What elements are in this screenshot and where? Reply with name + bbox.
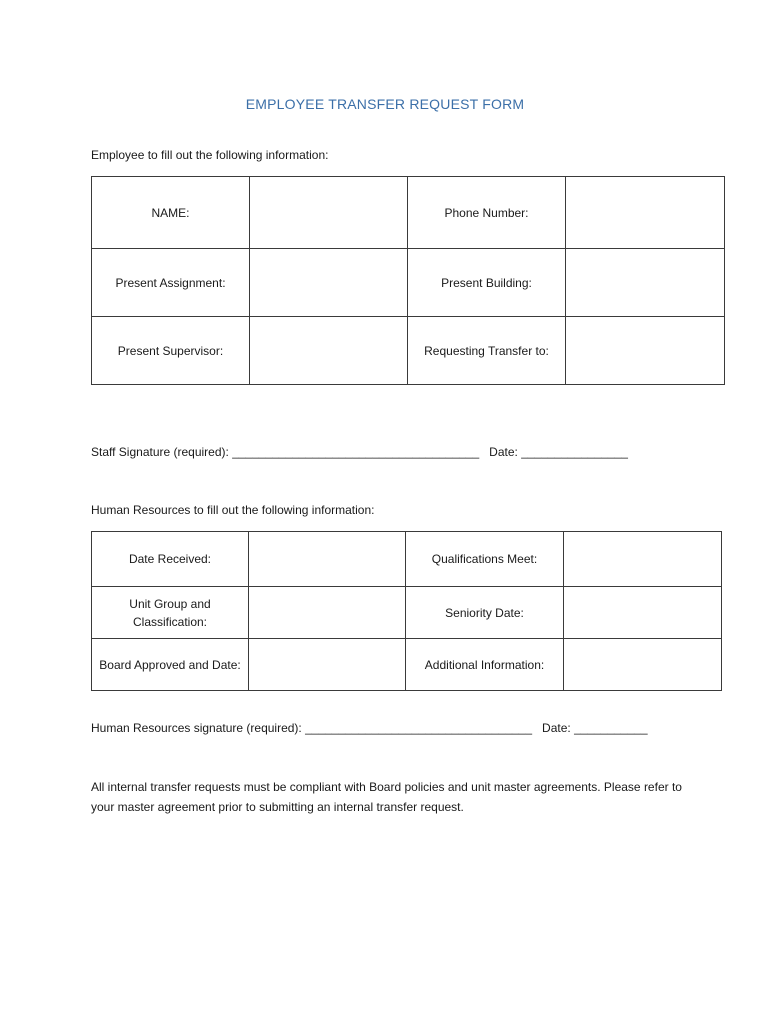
employee-section-intro: Employee to fill out the following information: [91, 148, 329, 162]
hr-signature-line [91, 721, 648, 735]
additional-information-label: Additional Information: [406, 639, 564, 691]
staff-signature-label: Staff Signature (required): [91, 445, 229, 459]
present-assignment-label: Present Assignment: [92, 249, 250, 317]
present-supervisor-label: Present Supervisor: [92, 317, 250, 385]
form-title: EMPLOYEE TRANSFER REQUEST FORM [245, 96, 525, 112]
phone-number-label: Phone Number: [408, 177, 566, 249]
additional-information-field[interactable] [564, 639, 722, 691]
requesting-transfer-label: Requesting Transfer to: [408, 317, 566, 385]
present-assignment-field[interactable] [250, 249, 408, 317]
unit-group-label: Unit Group and Classification: [92, 587, 249, 639]
date-received-label: Date Received: [92, 532, 249, 587]
table-row [92, 587, 722, 639]
present-building-field[interactable] [566, 249, 725, 317]
board-approved-field[interactable] [249, 639, 406, 691]
footer-note: All internal transfer requests must be compliant with Board policies and unit master agreements. Please refer to your master agreement prior to submitting an internal transfer request. [91, 780, 682, 814]
hr-signature-label: Human Resources signature (required): [91, 721, 302, 735]
name-label: NAME: [92, 177, 250, 249]
qualifications-meet-field[interactable] [564, 532, 722, 587]
qualifications-meet-label: Qualifications Meet: [406, 532, 564, 587]
date-received-field[interactable] [249, 532, 406, 587]
staff-date-label: Date: [489, 445, 518, 459]
hr-date-field[interactable]: ___________ [574, 721, 648, 735]
hr-signature-field[interactable]: __________________________________ [305, 721, 533, 735]
employee-info-table [91, 176, 725, 385]
table-row [92, 532, 722, 587]
staff-date-field[interactable]: ________________ [521, 445, 628, 459]
table-row [92, 639, 722, 691]
hr-section-intro: Human Resources to fill out the following information: [91, 503, 375, 517]
hr-info-table [91, 531, 722, 691]
seniority-date-label: Seniority Date: [406, 587, 564, 639]
hr-date-label: Date: [542, 721, 571, 735]
board-approved-label: Board Approved and Date: [92, 639, 249, 691]
staff-signature-line [91, 445, 628, 459]
present-supervisor-field[interactable] [250, 317, 408, 385]
table-row [92, 249, 725, 317]
table-row [92, 177, 725, 249]
phone-number-field[interactable] [566, 177, 725, 249]
table-row [92, 317, 725, 385]
unit-group-field[interactable] [249, 587, 406, 639]
present-building-label: Present Building: [408, 249, 566, 317]
requesting-transfer-field[interactable] [566, 317, 725, 385]
seniority-date-field[interactable] [564, 587, 722, 639]
name-field[interactable] [250, 177, 408, 249]
staff-signature-field[interactable]: _____________________________________ [232, 445, 480, 459]
